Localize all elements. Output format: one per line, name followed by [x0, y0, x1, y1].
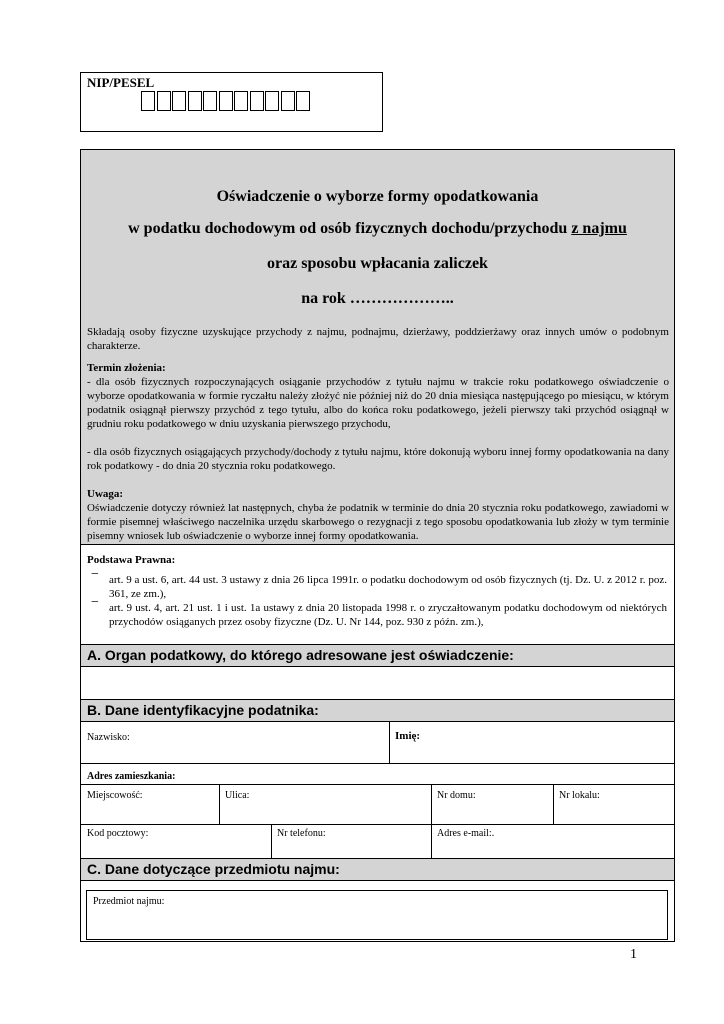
house-number-label: Nr domu: — [437, 790, 476, 801]
rental-subject-label: Przedmiot najmu: — [93, 896, 165, 907]
legal-basis — [81, 545, 674, 643]
uwaga-label: Uwaga: — [87, 488, 124, 500]
apartment-number-label: Nr lokalu: — [559, 790, 600, 801]
surname-label: Nazwisko: — [87, 732, 130, 743]
uwaga-text: Oświadczenie dotyczy również lat następnych, chyba że podatnik w terminie do dnia 20 stycznia roku podatkowego, zawiadomi w formie pisemnej właściwego naczelnika urzędu skarbowego o rezygnacji z tego sposobu opodatkowania lub złoży w tym terminie pisemny wniosek lub oświadczenie o wyborze innej formy opodatkowania. — [87, 502, 669, 542]
bullet-icon: − — [91, 595, 99, 610]
divider — [81, 784, 674, 785]
form-title-line2: w podatku dochodowym od osób fizycznych dochodu/przychodu z najmu — [128, 220, 627, 237]
form-title-line3: oraz sposobu wpłacania zaliczek — [267, 255, 488, 272]
email-label: Adres e-mail:. — [437, 828, 495, 839]
section-c-title: C. Dane dotyczące przedmiotu najmu: — [81, 858, 674, 881]
nip-cell[interactable] — [141, 91, 155, 111]
nip-cell[interactable] — [203, 91, 217, 111]
surname-field[interactable] — [81, 722, 389, 763]
nip-cell[interactable] — [281, 91, 295, 111]
rental-subject-field[interactable] — [86, 890, 668, 940]
nip-pesel-label: NIP/PESEL — [87, 75, 155, 90]
first-name-label: Imię: — [395, 730, 421, 742]
divider — [81, 824, 674, 825]
divider — [219, 784, 220, 824]
termin-label: Termin złożenia: — [87, 362, 166, 374]
tax-office-field[interactable] — [81, 667, 674, 699]
divider — [431, 784, 432, 859]
nip-pesel-box — [80, 72, 383, 132]
form-title-line1: Oświadczenie o wyborze formy opodatkowania — [216, 188, 539, 205]
section-a-title: A. Organ podatkowy, do którego adresowane jest oświadczenie: — [81, 644, 674, 667]
nip-cell[interactable] — [250, 91, 264, 111]
legal-item-1: art. 9 a ust. 6, art. 44 ust. 3 ustawy z dnia 26 lipca 1991r. o podatku dochodowym od osób fizycznych (tj. Dz. U. z 2012 r. poz. 361, ze zm.), — [109, 574, 667, 600]
nip-cell[interactable] — [234, 91, 248, 111]
nip-cell[interactable] — [172, 91, 186, 111]
first-name-field[interactable] — [390, 722, 674, 763]
page-number: 1 — [630, 947, 637, 962]
termin-text-2: - dla osób fizycznych osiągających przychody/dochody z tytułu najmu, które dokonują wyboru innej formy opodatkowania na dany rok podatkowy - do dnia 20 stycznia roku podatkowego. — [87, 446, 669, 472]
termin-text-1: - dla osób fizycznych rozpoczynających osiąganie przychodów z tytułu najmu w trakcie roku podatkowego oświadczenie o wyborze opodatkowania w formie ryczałtu należy złożyć nie później niż do 20 dnia miesiąca następującego po miesiącu, w którym podatnik osiągnął pierwszy przychód z tego tytułu, albo do końca roku podatkowego, jeżeli pierwszy taki przychód osiągnął w grudniu roku podatkowego w dniu uzyskania pierwszego przychodu, — [87, 376, 669, 430]
divider — [271, 824, 272, 859]
city-label: Miejscowość: — [87, 790, 143, 801]
divider — [553, 784, 554, 824]
street-label: Ulica: — [225, 790, 250, 801]
address-label: Adres zamieszkania: — [87, 771, 176, 782]
postal-code-label: Kod pocztowy: — [87, 828, 149, 839]
form-title-year: na rok ……………….. — [301, 290, 454, 307]
legal-basis-label: Podstawa Prawna: — [87, 554, 176, 566]
nip-cell[interactable] — [188, 91, 202, 111]
section-b-title: B. Dane identyfikacyjne podatnika: — [81, 699, 674, 722]
bullet-icon: − — [91, 567, 99, 582]
declaration-form — [80, 149, 675, 942]
intro-text: Składają osoby fizyczne uzyskujące przychody z najmu, podnajmu, dzierżawy, poddzierżawy oraz innych umów o podobnym charakterze. — [87, 326, 669, 352]
phone-label: Nr telefonu: — [277, 828, 326, 839]
nip-cell[interactable] — [296, 91, 310, 111]
nip-cell[interactable] — [157, 91, 171, 111]
legal-item-2: art. 9 ust. 4, art. 21 ust. 1 i ust. 1a ustawy z dnia 20 listopada 1998 r. o zryczałtowanym podatku dochodowym od niektórych przychodów osiąganych przez osoby fizyczne (Dz. U. Nr 144, poz. 930 z późn. zm.), — [109, 602, 667, 628]
nip-pesel-cells[interactable] — [141, 91, 312, 111]
divider — [81, 763, 674, 764]
nip-cell[interactable] — [219, 91, 233, 111]
form-header — [81, 150, 674, 545]
nip-cell[interactable] — [265, 91, 279, 111]
